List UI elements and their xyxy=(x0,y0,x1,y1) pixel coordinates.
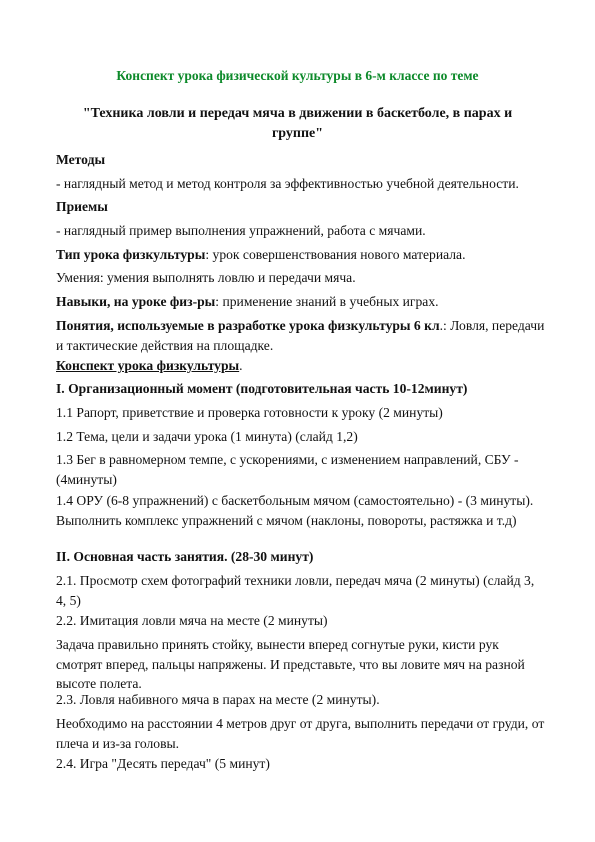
item-2-1: 2.1. Просмотр схем фотографий техники ловли, передач мяча (2 минуты) (слайд 3, 4, 5) xyxy=(56,573,535,608)
outline-label: Конспект урока физкультуры xyxy=(56,358,240,373)
item-2-4: 2.4. Игра "Десять передач" (5 минут) xyxy=(56,756,270,771)
abilities-label: Навыки, на уроке физ-ры xyxy=(56,294,216,309)
lesson-type-line xyxy=(56,245,546,265)
part1-heading: I. Организационный момент (подготовительная часть 10-12минут) xyxy=(56,381,468,396)
techniques-heading: Приемы xyxy=(56,199,108,214)
abilities-line xyxy=(56,292,546,312)
abilities-text: : применение знаний в учебных играх. xyxy=(215,294,439,309)
item-1-4: 1.4 ОРУ (6-8 упражнений) с баскетбольным мячом (самостоятельно) - (3 минуты). Выполнить комплекс упражнений с мячом (наклоны, повороты, растяжка и т.д) xyxy=(56,493,534,528)
lesson-type-label: Тип урока физкультуры xyxy=(56,247,206,262)
document-subtitle: "Техника ловли и передач мяча в движении в баскетболе, в парах и группе" xyxy=(82,106,513,141)
item-1-2: 1.2 Тема, цели и задачи урока (1 минута) (слайд 1,2) xyxy=(56,429,358,444)
outline-line xyxy=(56,356,546,376)
methods-heading: Методы xyxy=(56,152,106,167)
item-1-3: 1.3 Бег в равномерном темпе, с ускорениями, с изменением направлений, СБУ - (4минуты) xyxy=(56,452,519,487)
item-2-3-text: Необходимо на расстоянии 4 метров друг от друга, выполнить передачи от груди, от плеча и из-за головы. xyxy=(56,716,545,751)
techniques-text: - наглядный пример выполнения упражнений, работа с мячами. xyxy=(56,223,426,238)
document-title: Конспект урока физической культуры в 6-м классе по теме xyxy=(116,68,479,83)
concepts-text: .: Ловля, передачи и тактические действия на площадке. xyxy=(56,318,545,353)
skills-line: Умения: умения выполнять ловлю и передачи мяча. xyxy=(56,270,356,285)
item-1-1: 1.1 Рапорт, приветствие и проверка готовности к уроку (2 минуты) xyxy=(56,405,443,420)
concepts-label: Понятия, используемые в разработке урока физкультуры 6 кл xyxy=(56,318,440,333)
methods-text: - наглядный метод и метод контроля за эффективностью учебной деятельности. xyxy=(56,176,519,191)
item-2-3: 2.3. Ловля набивного мяча в парах на месте (2 минуты). xyxy=(56,692,380,707)
item-2-2: 2.2. Имитация ловли мяча на месте (2 минуты) xyxy=(56,613,328,628)
lesson-type-text: : урок совершенствования нового материала. xyxy=(205,247,466,262)
outline-dot: . xyxy=(239,358,243,373)
part2-heading: II. Основная часть занятия. (28-30 минут) xyxy=(56,549,314,564)
concepts-paragraph xyxy=(56,316,546,355)
item-2-2-text: Задача правильно принять стойку, вынести вперед согнутые руки, кисти рук смотрят вперед, пальцы напряжены. И представьте, что вы ловите мяч на разной высоте полета. xyxy=(56,637,525,691)
